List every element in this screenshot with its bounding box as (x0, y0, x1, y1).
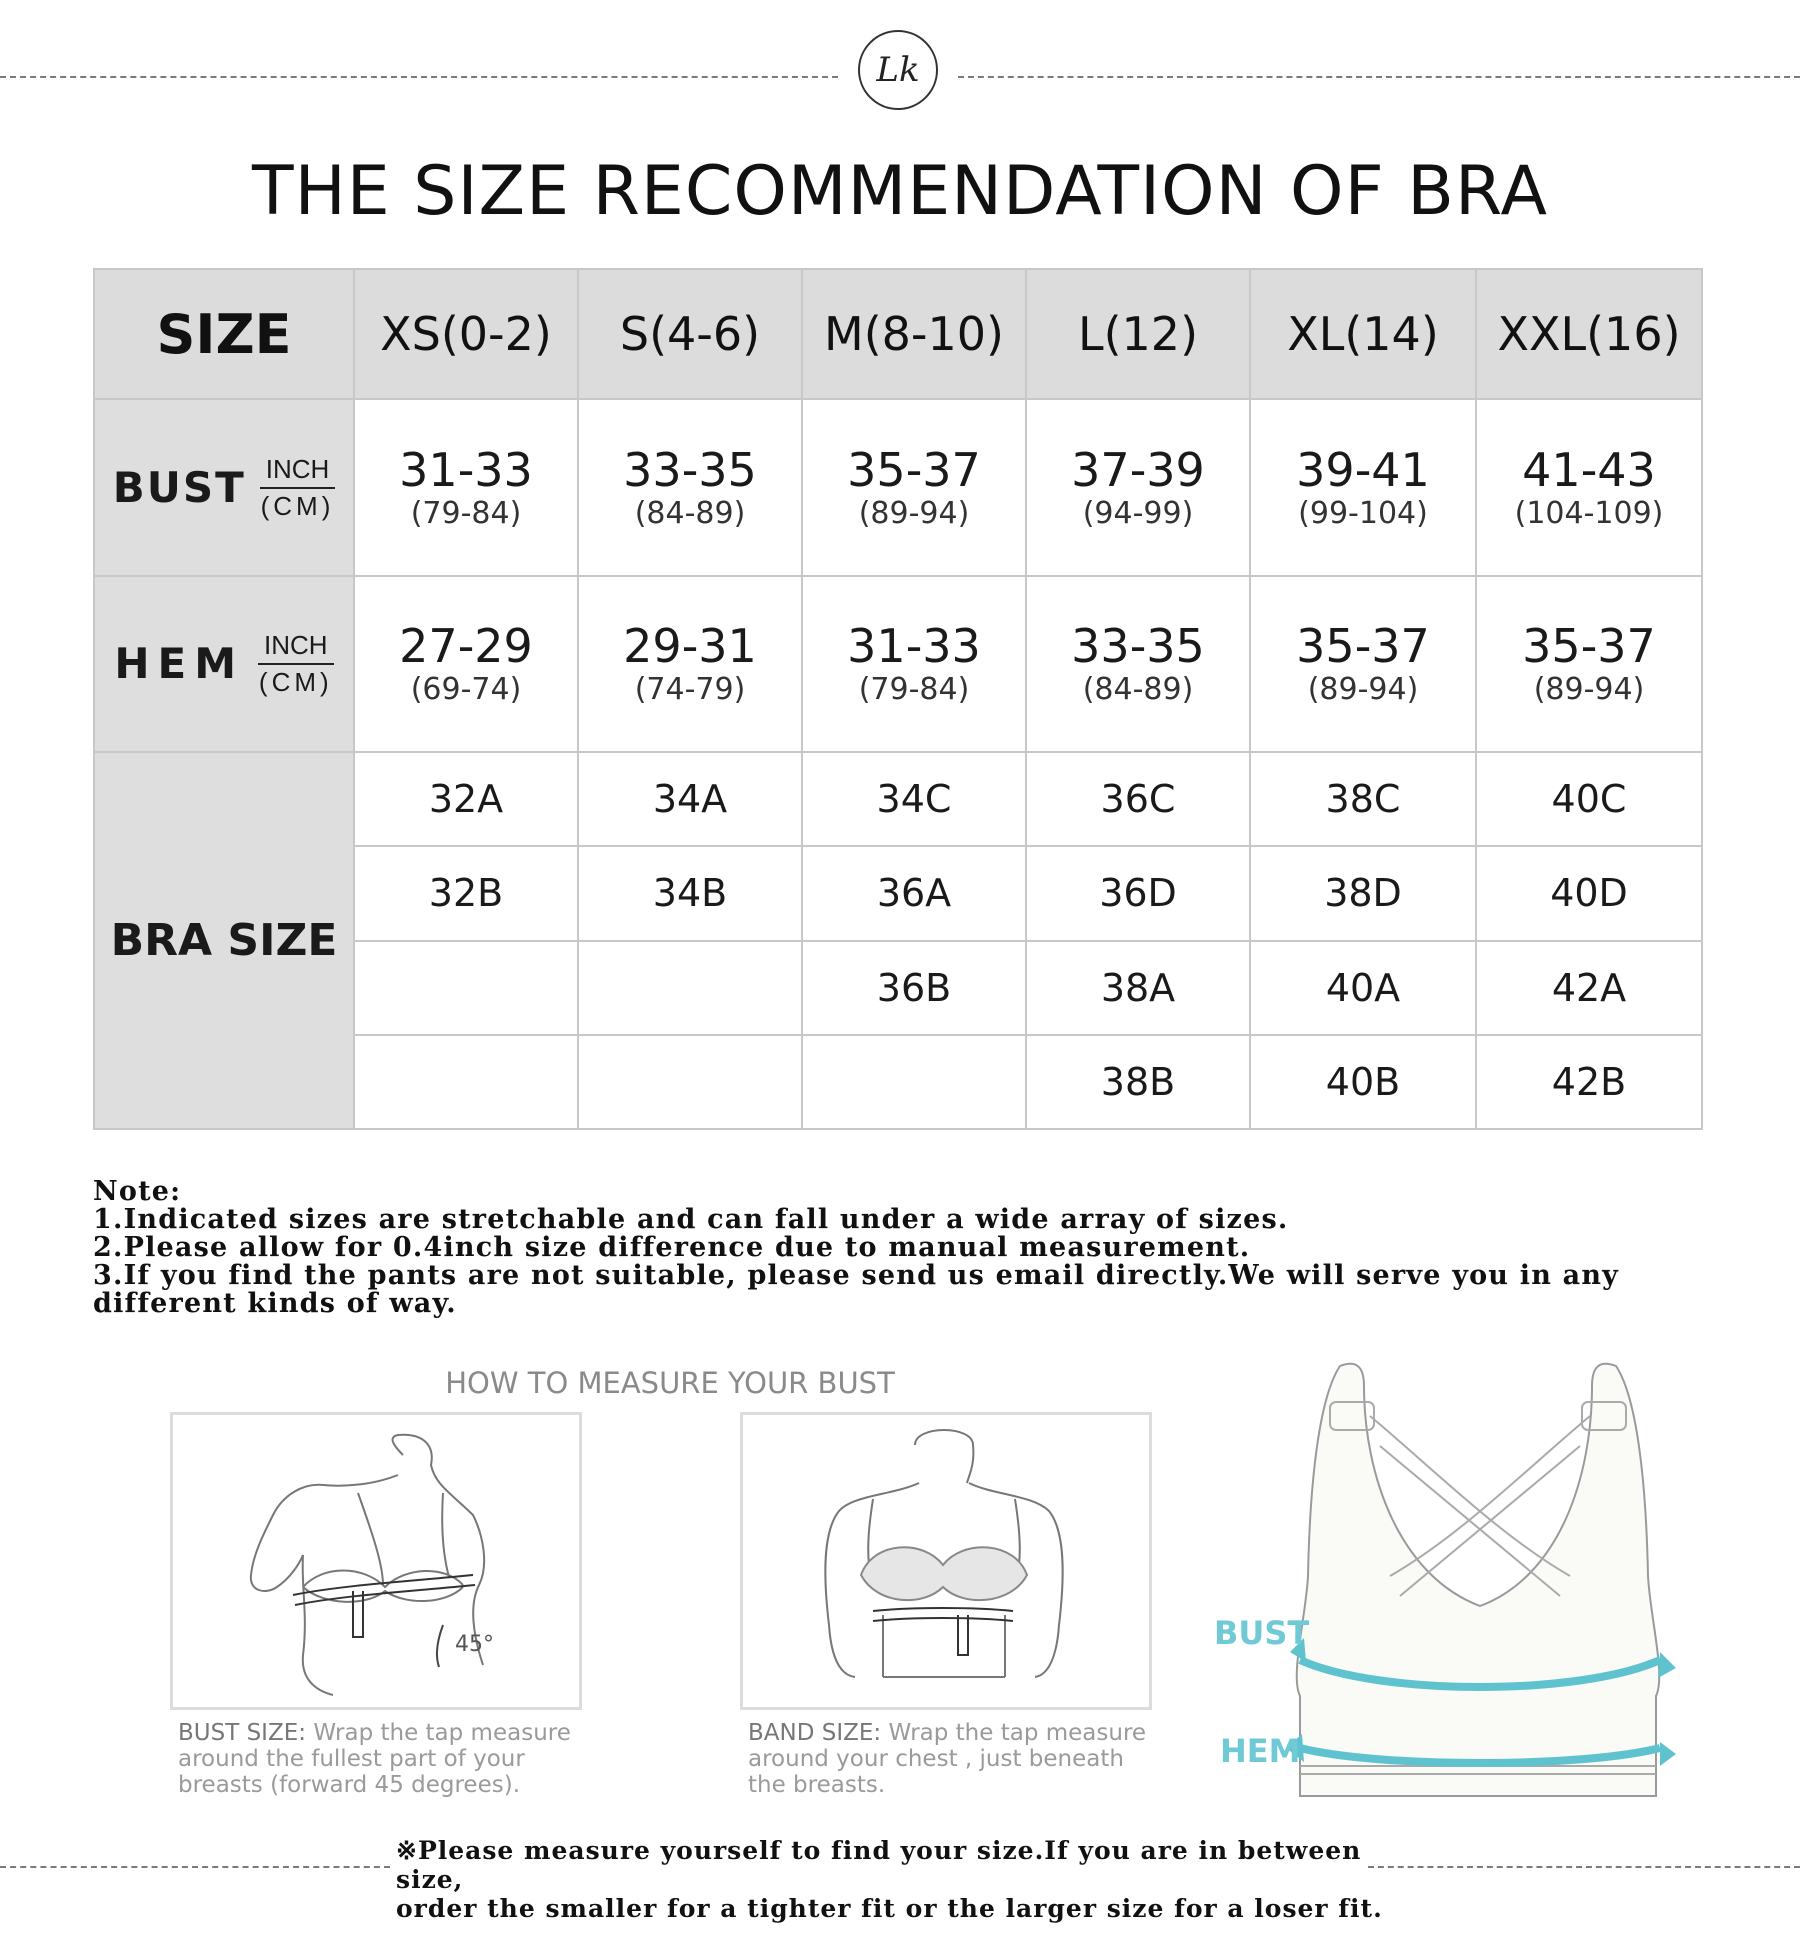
bra-cell: 42A (1476, 941, 1702, 1035)
bust-measure-illustration (173, 1415, 579, 1707)
bra-cell: 34C (802, 752, 1026, 846)
hem-cell (802, 576, 1026, 752)
hem-cm: (84-89) (1082, 671, 1194, 707)
bra-cell (578, 941, 802, 1035)
footer-note (396, 1836, 1396, 1923)
bra-cell: 38B (1026, 1035, 1250, 1129)
bust-cm: (84-89) (634, 495, 746, 531)
brand-logo-text: Lk (876, 50, 920, 90)
footer-note-line: ※Please measure yourself to find your size.If you are in between size, (396, 1836, 1362, 1894)
note-item: 3.If you find the pants are not suitable, please send us email directly.We will serve you in any different kinds of way. (93, 1260, 1620, 1319)
diagram-bust-label: BUST (1214, 1614, 1310, 1652)
size-header-cell: L(12) (1026, 269, 1250, 399)
band-measure-illustration (743, 1415, 1149, 1707)
bra-cell: 38A (1026, 941, 1250, 1035)
hem-inch: 31-33 (847, 618, 981, 673)
bra-cell: 32B (354, 846, 578, 940)
size-header-label: SIZE (94, 269, 354, 399)
bust-measure-panel (170, 1412, 582, 1710)
note-item: 1.Indicated sizes are stretchable and can fall under a wide array of sizes. (93, 1204, 1289, 1235)
top-divider-right (958, 76, 1800, 78)
bottom-divider-left (0, 1866, 390, 1868)
hem-cell (578, 576, 802, 752)
diagram-hem-label: HEM (1220, 1732, 1301, 1770)
band-measure-panel (740, 1412, 1152, 1710)
size-table (93, 268, 1703, 1130)
bust-cm: (99-104) (1298, 495, 1428, 531)
hem-unit-inch: INCH (258, 630, 334, 665)
bust-inch: 37-39 (1071, 442, 1205, 497)
hem-row (94, 576, 1702, 752)
hem-cell (1026, 576, 1250, 752)
hem-inch: 35-37 (1522, 618, 1656, 673)
bust-unit-cm: (CM) (260, 490, 335, 521)
notes-heading: Note: (93, 1176, 182, 1207)
size-header-cell: XXL(16) (1476, 269, 1702, 399)
bust-row-label (94, 399, 354, 575)
band-measure-caption (748, 1720, 1158, 1798)
bust-cell (802, 399, 1026, 575)
bust-caption-text: Wrap the tap measure around the fullest part of your breasts (forward 45 degrees). (178, 1720, 571, 1798)
bra-cell: 42B (1476, 1035, 1702, 1129)
bra-cell: 36B (802, 941, 1026, 1035)
bust-cell (1026, 399, 1250, 575)
bust-cell (578, 399, 802, 575)
bust-cm: (79-84) (410, 495, 522, 531)
hem-cm: (89-94) (1533, 671, 1645, 707)
hem-cell (1476, 576, 1702, 752)
top-divider-left (0, 76, 838, 78)
size-header-cell: XS(0-2) (354, 269, 578, 399)
bust-measure-caption (178, 1720, 578, 1798)
bra-cell: 40D (1476, 846, 1702, 940)
hem-unit-cm: (CM) (258, 666, 333, 697)
note-item: 2.Please allow for 0.4inch size difference due to manual measurement. (93, 1232, 1251, 1263)
bra-cell: 36D (1026, 846, 1250, 940)
bra-cell: 32A (354, 752, 578, 846)
measure-title: HOW TO MEASURE YOUR BUST (445, 1366, 895, 1400)
bust-unit-inch: INCH (260, 454, 336, 489)
brand-logo (858, 30, 938, 110)
bust-inch: 33-35 (623, 442, 757, 497)
hem-cell (354, 576, 578, 752)
bra-cell: 34A (578, 752, 802, 846)
bra-cell: 34B (578, 846, 802, 940)
hem-inch: 29-31 (623, 618, 757, 673)
band-caption-label: BAND SIZE: (748, 1720, 882, 1746)
hem-label: HEM (114, 639, 245, 689)
bra-cell (354, 1035, 578, 1129)
notes-block (93, 1178, 1733, 1318)
size-header-cell: XL(14) (1250, 269, 1476, 399)
hem-cm: (74-79) (634, 671, 746, 707)
hem-row-label (94, 576, 354, 752)
bra-cell: 36C (1026, 752, 1250, 846)
bra-cell (802, 1035, 1026, 1129)
bra-cell: 40A (1250, 941, 1476, 1035)
page-title: THE SIZE RECOMMENDATION OF BRA (252, 152, 1548, 231)
bust-cell (1476, 399, 1702, 575)
bust-caption-label: BUST SIZE: (178, 1720, 306, 1746)
bust-cm: (89-94) (858, 495, 970, 531)
hem-cm: (69-74) (410, 671, 522, 707)
bra-cell (354, 941, 578, 1035)
bra-size-label: BRA SIZE (94, 752, 354, 1129)
bust-cm: (104-109) (1514, 495, 1664, 531)
band-caption-text: Wrap the tap measure around your chest , just beneath the breasts. (748, 1720, 1147, 1798)
bottom-divider-right (1368, 1866, 1800, 1868)
bra-cell: 38D (1250, 846, 1476, 940)
bust-inch: 31-33 (399, 442, 533, 497)
bra-cell (578, 1035, 802, 1129)
hem-inch: 27-29 (399, 618, 533, 673)
bra-cell: 38C (1250, 752, 1476, 846)
size-header-row (94, 269, 1702, 399)
hem-inch: 35-37 (1296, 618, 1430, 673)
size-header-cell: M(8-10) (802, 269, 1026, 399)
bra-cell: 40C (1476, 752, 1702, 846)
bra-cell: 36A (802, 846, 1026, 940)
bra-row (94, 752, 1702, 846)
hem-cell (1250, 576, 1476, 752)
bust-cell (354, 399, 578, 575)
hem-inch: 33-35 (1071, 618, 1205, 673)
bra-cell: 40B (1250, 1035, 1476, 1129)
bust-inch: 41-43 (1522, 442, 1656, 497)
hem-cm: (89-94) (1307, 671, 1419, 707)
hem-cm: (79-84) (858, 671, 970, 707)
bust-cm: (94-99) (1082, 495, 1194, 531)
footer-note-line: order the smaller for a tighter fit or the larger size for a loser fit. (396, 1894, 1383, 1923)
bust-angle-label: 45° (455, 1632, 494, 1657)
hem-unit (258, 630, 334, 698)
bust-inch: 35-37 (847, 442, 981, 497)
bust-cell (1250, 399, 1476, 575)
bust-label: BUST (112, 463, 246, 512)
bust-inch: 39-41 (1296, 442, 1430, 497)
bust-row (94, 399, 1702, 575)
bust-unit (260, 454, 336, 522)
size-header-cell: S(4-6) (578, 269, 802, 399)
